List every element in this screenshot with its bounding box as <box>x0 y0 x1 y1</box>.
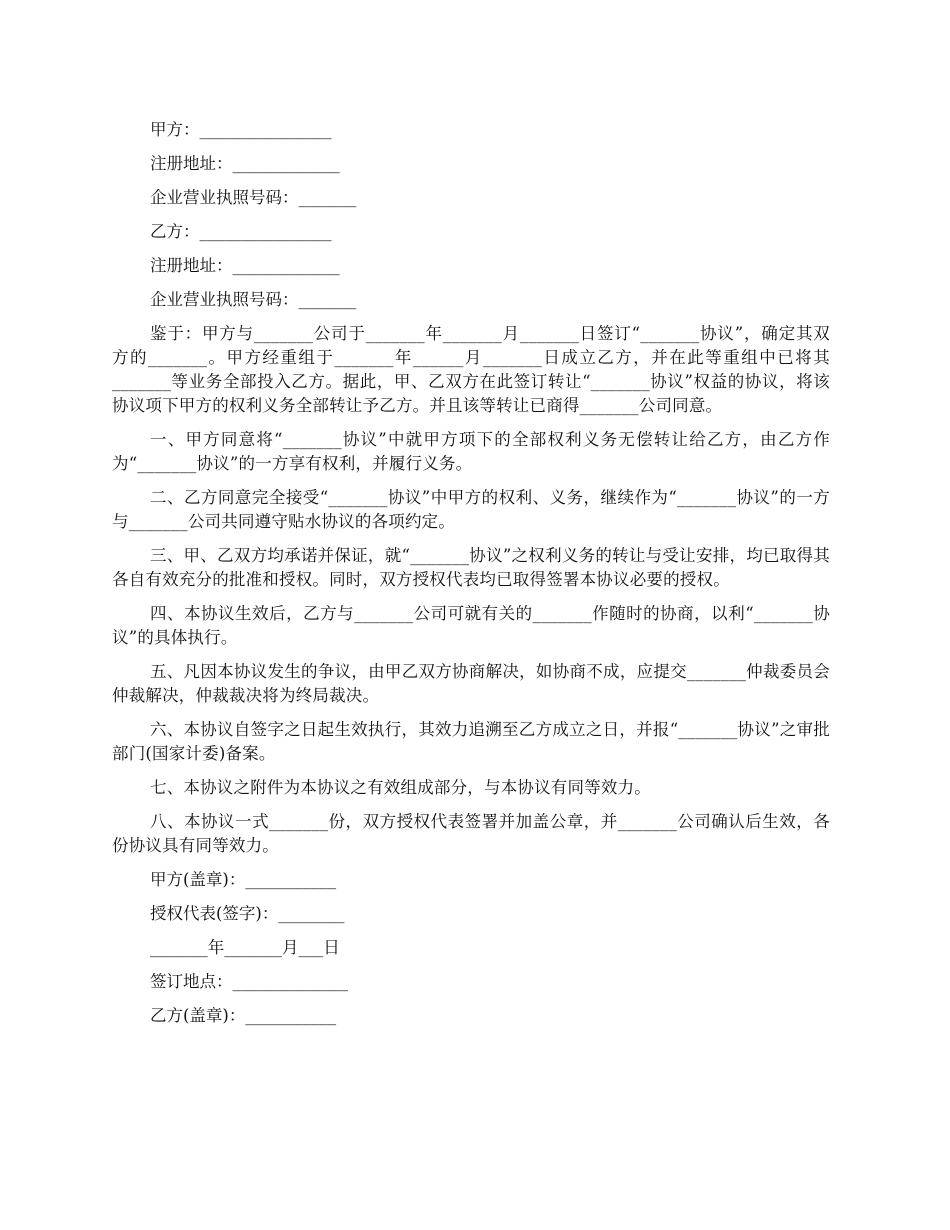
clause-5: 五、凡因本协议发生的争议，由甲乙双方协商解决，如协商不成，应提交_______仲裁委员会仲裁解决，仲裁裁决将为终局裁决。 <box>112 662 830 705</box>
clause-4: 四、本协议生效后，乙方与_______公司可就有关的_______作随时的协商，以利“_______协议”的具体执行。 <box>112 604 830 647</box>
party-b-field: 乙方：________________ <box>150 222 332 241</box>
contract-document <box>112 118 830 1038</box>
party-a-seal-field: 甲方(盖章)：___________ <box>150 870 337 889</box>
party-a-field: 甲方：________________ <box>150 120 332 139</box>
party-a-address-field: 注册地址：_____________ <box>150 154 340 173</box>
signing-date-field: _______年_______月___日 <box>150 938 340 957</box>
authorized-rep-signature-field: 授权代表(签字)：________ <box>150 904 345 923</box>
clause-8: 八、本协议一式_______份，双方授权代表签署并加盖公章，并_______公司确认后生效，各份协议具有同等效力。 <box>112 812 830 855</box>
party-a-license-field: 企业营业执照号码：_______ <box>150 188 357 207</box>
signing-place-field: 签订地点：______________ <box>150 972 348 991</box>
party-b-address-field: 注册地址：_____________ <box>150 256 340 275</box>
clause-2: 二、乙方同意完全接受“_______协议”中甲方的权利、义务，继续作为“_______协议”的一方与_______公司共同遵守贴水协议的各项约定。 <box>112 488 830 531</box>
party-info-section <box>112 118 830 312</box>
clause-6: 六、本协议自签字之日起生效执行，其效力追溯至乙方成立之日，并报“_______协议”之审批部门(国家计委)备案。 <box>112 720 830 763</box>
party-b-license-field: 企业营业执照号码：_______ <box>150 290 357 309</box>
clause-7: 七、本协议之附件为本协议之有效组成部分，与本协议有同等效力。 <box>150 778 651 797</box>
preamble-paragraph: 鉴于：甲方与_______公司于_______年_______月_______日签订“_______协议”，确定其双方的_______。甲方经重组于_______年______月_______日成立乙方，并在此等重组中已将其_______等业务全部投入乙方。据此，甲、乙双方在此签订转让“_______协议”权益的协议，将该协议项下甲方的权利义务全部转让予乙方。并且该等转让已商得_______公司同意。 <box>112 324 830 415</box>
clause-3: 三、甲、乙双方均承诺并保证，就“_______协议”之权利义务的转让与受让安排，均已取得其各自有效充分的批准和授权。同时，双方授权代表均已取得签署本协议必要的授权。 <box>112 546 830 589</box>
contract-body <box>112 322 830 858</box>
signature-section <box>112 868 830 1028</box>
party-b-seal-field: 乙方(盖章)：___________ <box>150 1006 337 1025</box>
clause-1: 一、甲方同意将“_______协议”中就甲方项下的全部权利义务无偿转让给乙方，由乙方作为“_______协议”的一方享有权利，并履行义务。 <box>112 430 830 473</box>
